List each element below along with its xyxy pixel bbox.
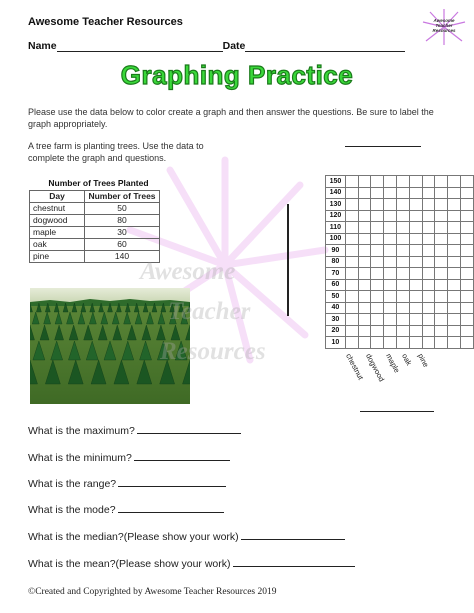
table-cell-day: maple: [30, 227, 85, 239]
grid-cell[interactable]: [409, 256, 422, 268]
grid-cell[interactable]: [397, 337, 410, 349]
grid-cell[interactable]: [345, 187, 358, 199]
grid-cell[interactable]: [371, 314, 384, 326]
grid-cell[interactable]: [422, 210, 435, 222]
grid-cell[interactable]: [358, 337, 371, 349]
grid-cell[interactable]: [409, 187, 422, 199]
grid-cell[interactable]: [448, 302, 461, 314]
grid-row: [326, 302, 474, 314]
grid-cell[interactable]: [371, 176, 384, 188]
grid-cell[interactable]: [358, 199, 371, 211]
question-text: What is the mean?(Please show your work): [28, 558, 231, 570]
grid-cell[interactable]: [384, 176, 397, 188]
grid-cell[interactable]: [371, 302, 384, 314]
table-cell-count: 50: [85, 203, 160, 215]
grid-cell[interactable]: [397, 222, 410, 234]
y-axis-tick-label: 10: [326, 337, 346, 349]
graph-title-line[interactable]: [345, 146, 421, 147]
grid-cell[interactable]: [384, 222, 397, 234]
x-axis-label: pine: [416, 352, 431, 369]
question-mean: [28, 555, 355, 570]
grid-cell[interactable]: [397, 210, 410, 222]
grid-cell[interactable]: [409, 176, 422, 188]
grid-row: [326, 245, 474, 257]
watermark-line: Awesome: [140, 258, 236, 285]
question-maximum: [28, 422, 241, 437]
grid-cell[interactable]: [448, 325, 461, 337]
grid-row: [326, 314, 474, 326]
grid-cell[interactable]: [435, 302, 448, 314]
grid-cell[interactable]: [384, 302, 397, 314]
grid-cell[interactable]: [397, 245, 410, 257]
copyright-footer: ©Created and Copyrighted by Awesome Teacher Resources 2019: [28, 587, 277, 597]
date-label: Date: [222, 40, 246, 52]
grid-cell[interactable]: [461, 210, 474, 222]
grid-cell[interactable]: [461, 176, 474, 188]
question-minimum: [28, 449, 230, 464]
grid-cell[interactable]: [435, 256, 448, 268]
date-field[interactable]: [245, 41, 405, 52]
grid-cell[interactable]: [384, 256, 397, 268]
table-cell-day: dogwood: [30, 215, 85, 227]
grid-cell[interactable]: [435, 222, 448, 234]
grid-cell[interactable]: [422, 314, 435, 326]
grid-cell[interactable]: [345, 256, 358, 268]
instructions-text: Please use the data below to color create a graph and then answer the questions. Be sure to label the graph appropriately.: [28, 107, 434, 129]
grid-cell[interactable]: [409, 199, 422, 211]
y-axis-tick-label: 110: [326, 222, 346, 234]
table-cell-count: 30: [85, 227, 160, 239]
grid-cell[interactable]: [409, 279, 422, 291]
table-header: Number of Trees: [85, 191, 160, 203]
grid-cell[interactable]: [422, 279, 435, 291]
grid-cell[interactable]: [422, 199, 435, 211]
grid-cell[interactable]: [371, 325, 384, 337]
grid-cell[interactable]: [461, 314, 474, 326]
question-median: [28, 528, 345, 543]
grid-cell[interactable]: [422, 337, 435, 349]
grid-cell[interactable]: [435, 245, 448, 257]
site-title: Awesome Teacher Resources: [28, 16, 183, 28]
answer-field[interactable]: [118, 501, 224, 513]
y-axis-tick-label: 70: [326, 268, 346, 280]
grid-cell[interactable]: [461, 268, 474, 280]
grid-cell[interactable]: [371, 256, 384, 268]
answer-field[interactable]: [233, 555, 355, 567]
answer-field[interactable]: [118, 475, 226, 487]
x-axis-label: maple: [384, 352, 402, 375]
grid-cell[interactable]: [384, 291, 397, 303]
grid-cell[interactable]: [435, 210, 448, 222]
grid-cell[interactable]: [448, 268, 461, 280]
table-cell-count: 60: [85, 239, 160, 251]
grid-cell[interactable]: [409, 314, 422, 326]
x-axis-label: dogwood: [364, 352, 387, 384]
grid-cell[interactable]: [345, 325, 358, 337]
grid-cell[interactable]: [371, 291, 384, 303]
grid-cell[interactable]: [409, 291, 422, 303]
grid-cell[interactable]: [345, 199, 358, 211]
logo-text-line: Teacher: [435, 23, 453, 28]
grid-cell[interactable]: [345, 291, 358, 303]
question-text: What is the maximum?: [28, 425, 135, 437]
grid-cell[interactable]: [435, 325, 448, 337]
blank-graph-grid[interactable]: [325, 175, 474, 349]
grid-row: [326, 199, 474, 211]
grid-cell[interactable]: [409, 337, 422, 349]
table-row: [30, 239, 160, 251]
grid-cell[interactable]: [371, 222, 384, 234]
table-cell-day: oak: [30, 239, 85, 251]
question-range: [28, 475, 226, 490]
name-field[interactable]: [57, 41, 223, 52]
grid-cell[interactable]: [358, 233, 371, 245]
grid-cell[interactable]: [384, 233, 397, 245]
x-axis-title-line[interactable]: [360, 411, 434, 412]
y-axis-tick-label: 40: [326, 302, 346, 314]
grid-cell[interactable]: [461, 302, 474, 314]
grid-cell[interactable]: [409, 325, 422, 337]
grid-cell[interactable]: [422, 325, 435, 337]
grid-cell[interactable]: [461, 279, 474, 291]
grid-cell[interactable]: [345, 210, 358, 222]
grid-cell[interactable]: [448, 199, 461, 211]
graph-grid-table[interactable]: [325, 175, 474, 349]
grid-row: [326, 176, 474, 188]
table-cell-count: 140: [85, 251, 160, 263]
grid-cell[interactable]: [448, 256, 461, 268]
grid-row: [326, 222, 474, 234]
grid-cell[interactable]: [358, 268, 371, 280]
grid-row: [326, 268, 474, 280]
y-axis-tick-label: 120: [326, 210, 346, 222]
y-axis-tick-label: 140: [326, 187, 346, 199]
divider-bar: [287, 204, 289, 316]
question-text: What is the median?(Please show your work): [28, 531, 239, 543]
y-axis-tick-label: 150: [326, 176, 346, 188]
grid-cell[interactable]: [461, 337, 474, 349]
grid-row: [326, 233, 474, 245]
grid-cell[interactable]: [345, 302, 358, 314]
grid-cell[interactable]: [345, 268, 358, 280]
answer-field[interactable]: [134, 449, 230, 461]
grid-cell[interactable]: [358, 256, 371, 268]
grid-cell[interactable]: [435, 291, 448, 303]
y-axis-tick-label: 90: [326, 245, 346, 257]
grid-cell[interactable]: [371, 199, 384, 211]
grid-cell[interactable]: [422, 222, 435, 234]
grid-cell[interactable]: [461, 245, 474, 257]
question-mode: [28, 501, 224, 516]
grid-cell[interactable]: [422, 187, 435, 199]
table-row: [30, 203, 160, 215]
grid-row: [326, 291, 474, 303]
watermark-line: Resources: [160, 338, 266, 365]
grid-cell[interactable]: [422, 256, 435, 268]
grid-cell[interactable]: [435, 233, 448, 245]
grid-cell[interactable]: [358, 314, 371, 326]
page-title: Graphing Practice: [120, 60, 354, 90]
table-row: [30, 227, 160, 239]
table-header: Day: [30, 191, 85, 203]
question-text: What is the minimum?: [28, 452, 132, 464]
grid-cell[interactable]: [409, 233, 422, 245]
grid-cell[interactable]: [358, 187, 371, 199]
grid-cell[interactable]: [397, 314, 410, 326]
grid-cell[interactable]: [448, 222, 461, 234]
y-axis-tick-label: 50: [326, 291, 346, 303]
grid-cell[interactable]: [461, 187, 474, 199]
grid-cell[interactable]: [384, 199, 397, 211]
grid-cell[interactable]: [422, 176, 435, 188]
grid-cell[interactable]: [397, 233, 410, 245]
grid-row: [326, 279, 474, 291]
answer-field[interactable]: [241, 528, 345, 540]
y-axis-tick-label: 60: [326, 279, 346, 291]
grid-cell[interactable]: [384, 325, 397, 337]
grid-row: [326, 210, 474, 222]
x-axis-label: oak: [400, 352, 414, 367]
grid-cell[interactable]: [397, 199, 410, 211]
grid-cell[interactable]: [345, 222, 358, 234]
grid-cell[interactable]: [345, 233, 358, 245]
y-axis-tick-label: 130: [326, 199, 346, 211]
grid-cell[interactable]: [422, 268, 435, 280]
answer-field[interactable]: [137, 422, 241, 434]
watermark-line: Teacher: [168, 298, 251, 325]
grid-cell[interactable]: [371, 233, 384, 245]
grid-cell[interactable]: [345, 245, 358, 257]
grid-cell[interactable]: [358, 176, 371, 188]
grid-cell[interactable]: [345, 337, 358, 349]
y-axis-tick-label: 100: [326, 233, 346, 245]
grid-cell[interactable]: [422, 245, 435, 257]
table-header-row: [30, 191, 160, 203]
grid-cell[interactable]: [435, 337, 448, 349]
grid-cell[interactable]: [448, 291, 461, 303]
grid-cell[interactable]: [448, 187, 461, 199]
grid-cell[interactable]: [397, 325, 410, 337]
grid-cell[interactable]: [461, 291, 474, 303]
grid-cell[interactable]: [461, 222, 474, 234]
grid-cell[interactable]: [435, 176, 448, 188]
table-row: [30, 215, 160, 227]
grid-cell[interactable]: [409, 302, 422, 314]
y-axis-tick-label: 20: [326, 325, 346, 337]
grid-cell[interactable]: [435, 268, 448, 280]
grid-cell[interactable]: [409, 268, 422, 280]
grid-cell[interactable]: [409, 222, 422, 234]
grid-cell[interactable]: [345, 279, 358, 291]
grid-cell[interactable]: [371, 279, 384, 291]
grid-cell[interactable]: [397, 291, 410, 303]
grid-cell[interactable]: [358, 302, 371, 314]
logo-text-line: Awesome: [433, 18, 455, 23]
grid-cell[interactable]: [422, 291, 435, 303]
grid-cell[interactable]: [397, 268, 410, 280]
grid-cell[interactable]: [371, 210, 384, 222]
grid-cell[interactable]: [409, 210, 422, 222]
x-axis-labels: [338, 352, 458, 392]
x-axis-label: chestnut: [344, 352, 366, 382]
grid-cell[interactable]: [371, 268, 384, 280]
name-label: Name: [28, 40, 57, 52]
grid-cell[interactable]: [448, 210, 461, 222]
grid-cell[interactable]: [409, 245, 422, 257]
question-text: What is the mode?: [28, 504, 116, 516]
grid-cell[interactable]: [397, 187, 410, 199]
logo-text-line: Resources: [432, 28, 456, 33]
grid-cell[interactable]: [461, 233, 474, 245]
grid-cell[interactable]: [422, 233, 435, 245]
grid-cell[interactable]: [371, 187, 384, 199]
grid-cell[interactable]: [384, 268, 397, 280]
grid-cell[interactable]: [448, 245, 461, 257]
grid-cell[interactable]: [422, 302, 435, 314]
grid-cell[interactable]: [461, 256, 474, 268]
y-axis-tick-label: 30: [326, 314, 346, 326]
grid-cell[interactable]: [435, 279, 448, 291]
grid-cell[interactable]: [358, 245, 371, 257]
grid-cell[interactable]: [358, 279, 371, 291]
grid-row: [326, 337, 474, 349]
grid-cell[interactable]: [358, 210, 371, 222]
grid-cell[interactable]: [384, 187, 397, 199]
grid-cell[interactable]: [384, 245, 397, 257]
table-cell-count: 80: [85, 215, 160, 227]
y-axis-tick-label: 80: [326, 256, 346, 268]
brand-logo: [422, 8, 466, 46]
grid-cell[interactable]: [397, 256, 410, 268]
grid-cell[interactable]: [345, 314, 358, 326]
grid-cell[interactable]: [448, 233, 461, 245]
grid-cell[interactable]: [371, 245, 384, 257]
grid-row: [326, 256, 474, 268]
grid-cell[interactable]: [358, 291, 371, 303]
grid-cell[interactable]: [448, 314, 461, 326]
grid-cell[interactable]: [358, 222, 371, 234]
grid-cell[interactable]: [435, 314, 448, 326]
grid-cell[interactable]: [397, 176, 410, 188]
table-cell-day: pine: [30, 251, 85, 263]
grid-cell[interactable]: [461, 325, 474, 337]
grid-cell[interactable]: [448, 279, 461, 291]
grid-row: [326, 325, 474, 337]
grid-cell[interactable]: [448, 337, 461, 349]
grid-cell[interactable]: [345, 176, 358, 188]
grid-cell[interactable]: [397, 279, 410, 291]
intro-text: A tree farm is planting trees. Use the data to complete the graph and questions.: [28, 141, 204, 163]
watermark: [140, 252, 266, 372]
grid-cell[interactable]: [384, 279, 397, 291]
question-text: What is the range?: [28, 478, 117, 490]
grid-cell[interactable]: [461, 199, 474, 211]
grid-cell[interactable]: [358, 325, 371, 337]
grid-cell[interactable]: [435, 199, 448, 211]
grid-cell[interactable]: [384, 314, 397, 326]
grid-cell[interactable]: [384, 337, 397, 349]
grid-cell[interactable]: [397, 302, 410, 314]
grid-cell[interactable]: [435, 187, 448, 199]
grid-cell[interactable]: [448, 176, 461, 188]
grid-cell[interactable]: [371, 337, 384, 349]
name-date-row: [28, 40, 405, 52]
grid-row: [326, 187, 474, 199]
table-title: Number of Trees Planted: [48, 178, 149, 188]
grid-cell[interactable]: [384, 210, 397, 222]
table-cell-day: chestnut: [30, 203, 85, 215]
